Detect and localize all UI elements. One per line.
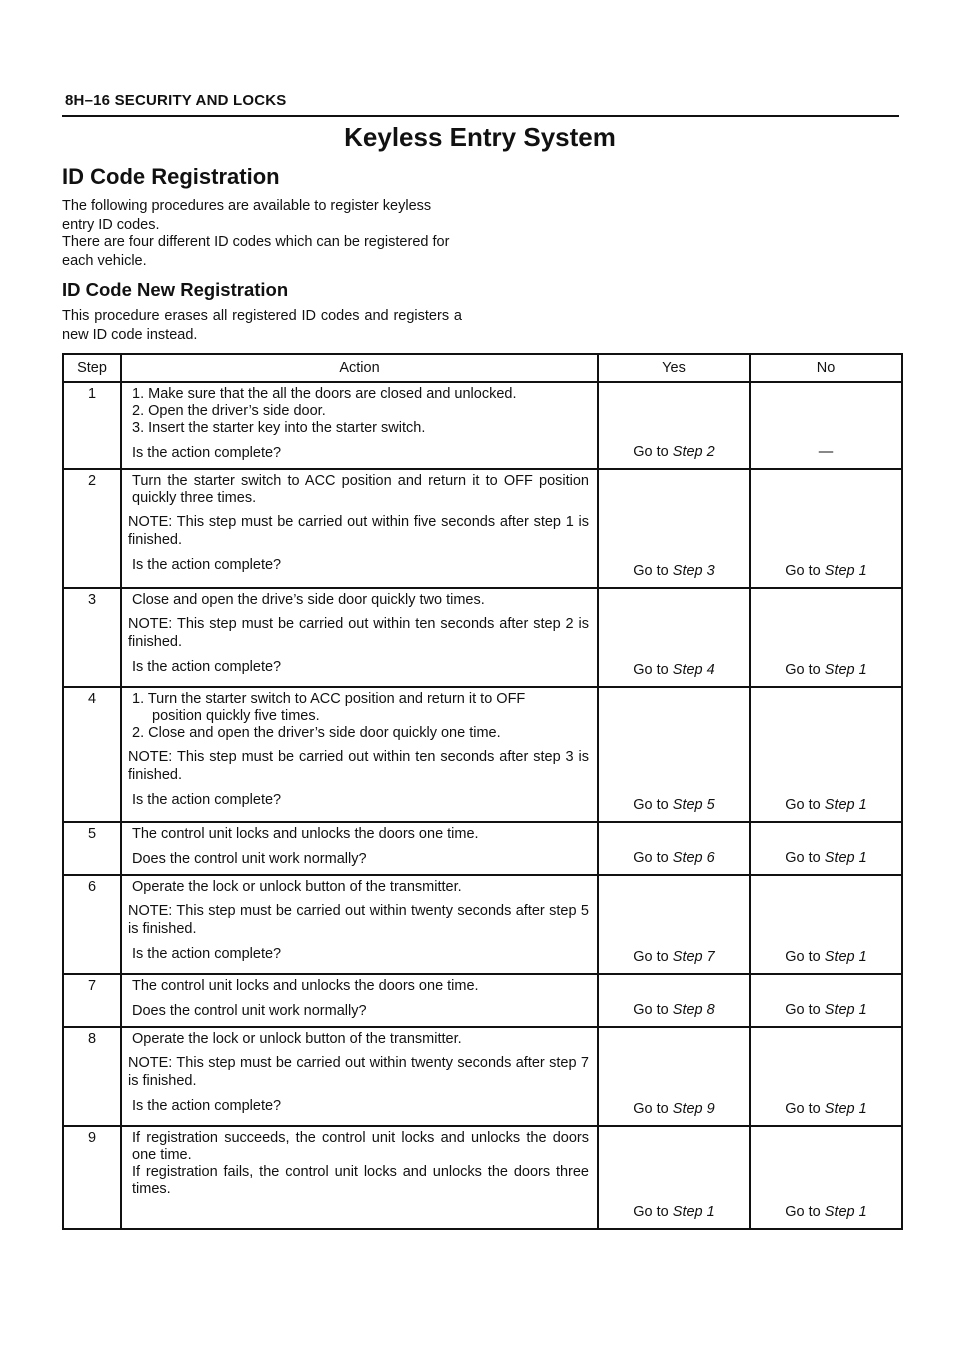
no-result	[750, 687, 902, 822]
action-text: Close and open the drive’s side door quickly two times.	[132, 592, 485, 608]
go-to-label: Go to	[633, 1002, 669, 1018]
action-note: NOTE: This step must be carried out within ten seconds after step 2 is finished.	[128, 616, 589, 650]
action-question: Is the action complete?	[132, 946, 282, 962]
go-to-label: Go to	[633, 444, 669, 460]
action-text: Operate the lock or unlock button of the transmitter.	[132, 1031, 462, 1047]
action-note: NOTE: This step must be carried out within twenty seconds after step 7 is finished.	[128, 1055, 589, 1089]
step-link: Step 7	[672, 949, 715, 965]
yes-result	[598, 382, 750, 469]
go-to-label: Go to	[633, 797, 669, 813]
step-link: Step 1	[824, 850, 867, 866]
step-number: 8	[63, 1027, 121, 1126]
action-text: If registration succeeds, the control unit locks and unlocks the doors one time.	[132, 1130, 589, 1163]
action-item: 2. Open the driver’s side door.	[132, 403, 326, 419]
step-number: 9	[63, 1126, 121, 1229]
action-question: Is the action complete?	[132, 1098, 282, 1114]
step-number: 4	[63, 687, 121, 822]
step-action	[121, 1027, 598, 1126]
step-link: Step 2	[672, 444, 715, 460]
go-to-label: Go to	[633, 563, 669, 579]
step-link: Step 3	[672, 563, 715, 579]
step-number: 5	[63, 822, 121, 875]
action-item: 1. Make sure that the all the doors are closed and unlocked.	[132, 386, 517, 402]
table-row	[63, 687, 902, 822]
table-row	[63, 1126, 902, 1229]
action-text: If registration fails, the control unit locks and unlocks the doors three times.	[132, 1164, 589, 1197]
step-link: Step 9	[672, 1101, 715, 1117]
action-text: The control unit locks and unlocks the doors one time.	[132, 826, 479, 842]
step-action	[121, 588, 598, 687]
action-question: Does the control unit work normally?	[132, 1003, 367, 1019]
no-result	[750, 382, 902, 469]
go-to-label: Go to	[785, 1204, 821, 1220]
action-text: Operate the lock or unlock button of the transmitter.	[132, 879, 462, 895]
id-code-count-paragraph: There are four different ID codes which can be registered for each vehicle.	[62, 234, 450, 269]
procedure-description: This procedure erases all registered ID codes and registers a new ID code instead.	[62, 308, 462, 343]
header-step: Step	[63, 354, 121, 382]
action-question: Is the action complete?	[132, 792, 282, 808]
no-result	[750, 588, 902, 687]
action-note: NOTE: This step must be carried out within ten seconds after step 3 is finished.	[128, 749, 589, 783]
action-question: Is the action complete?	[132, 557, 282, 573]
table-row	[63, 469, 902, 588]
step-action	[121, 469, 598, 588]
intro-paragraph: The following procedures are available to register keyless entry ID codes.	[62, 198, 432, 233]
yes-result	[598, 974, 750, 1027]
go-to-label: Go to	[785, 797, 821, 813]
go-to-label: Go to	[633, 662, 669, 678]
step-link: Step 1	[824, 662, 867, 678]
step-number: 3	[63, 588, 121, 687]
go-to-label: Go to	[785, 662, 821, 678]
action-note: NOTE: This step must be carried out within five seconds after step 1 is finished.	[128, 514, 589, 548]
go-to-label: Go to	[633, 850, 669, 866]
step-action	[121, 974, 598, 1027]
action-text: Turn the starter switch to ACC position and return it to OFF position quickly three times.	[132, 473, 589, 506]
running-header: 8H–16 SECURITY AND LOCKS	[65, 92, 287, 109]
action-question: Does the control unit work normally?	[132, 851, 367, 867]
action-item-continued: position quickly five times.	[152, 708, 320, 724]
go-to-label: Go to	[785, 850, 821, 866]
table-row	[63, 974, 902, 1027]
no-result	[750, 1027, 902, 1126]
go-to-label: Go to	[785, 1101, 821, 1117]
go-to-label: Go to	[633, 949, 669, 965]
step-link: Step 1	[672, 1204, 715, 1220]
step-link: Step 5	[672, 797, 715, 813]
table-row	[63, 1027, 902, 1126]
step-link: Step 1	[824, 1204, 867, 1220]
table-row	[63, 588, 902, 687]
no-result	[750, 875, 902, 974]
step-link: Step 8	[672, 1002, 715, 1018]
page-title: Keyless Entry System	[344, 122, 616, 152]
yes-result	[598, 687, 750, 822]
step-action	[121, 875, 598, 974]
action-item: 3. Insert the starter key into the starter switch.	[132, 420, 426, 436]
step-action	[121, 687, 598, 822]
step-number: 2	[63, 469, 121, 588]
no-result	[750, 974, 902, 1027]
step-link: Step 1	[824, 1002, 867, 1018]
no-result	[750, 1126, 902, 1229]
yes-result	[598, 1126, 750, 1229]
step-number: 1	[63, 382, 121, 469]
step-action	[121, 1126, 598, 1229]
step-action	[121, 382, 598, 469]
yes-result	[598, 875, 750, 974]
step-link: Step 6	[672, 850, 715, 866]
action-item: 2. Close and open the driver’s side door quickly one time.	[132, 725, 501, 741]
action-question: Is the action complete?	[132, 659, 282, 675]
yes-result	[598, 1027, 750, 1126]
yes-result	[598, 588, 750, 687]
no-result	[750, 822, 902, 875]
no-result	[750, 469, 902, 588]
section-heading: ID Code Registration	[62, 164, 280, 189]
step-link: Step 1	[824, 1101, 867, 1117]
table-header-row	[63, 354, 902, 382]
step-link: Step 1	[824, 949, 867, 965]
subsection-heading: ID Code New Registration	[62, 279, 289, 300]
troubleshooting-table	[62, 353, 903, 1230]
step-link: Step 1	[824, 563, 867, 579]
action-text: The control unit locks and unlocks the doors one time.	[132, 978, 479, 994]
step-number: 6	[63, 875, 121, 974]
yes-result	[598, 469, 750, 588]
go-to-label: Go to	[785, 949, 821, 965]
step-link: Step 4	[672, 662, 715, 678]
no-result-dash: —	[818, 444, 834, 460]
table-row	[63, 382, 902, 469]
go-to-label: Go to	[785, 1002, 821, 1018]
table-row	[63, 822, 902, 875]
step-number: 7	[63, 974, 121, 1027]
action-item: 1. Turn the starter switch to ACC position and return it to OFF	[132, 691, 526, 707]
table-row	[63, 875, 902, 974]
header-no: No	[750, 354, 902, 382]
header-action: Action	[121, 354, 598, 382]
header-yes: Yes	[598, 354, 750, 382]
action-question: Is the action complete?	[132, 445, 282, 461]
go-to-label: Go to	[633, 1204, 669, 1220]
step-link: Step 1	[824, 797, 867, 813]
action-note: NOTE: This step must be carried out within twenty seconds after step 5 is finished.	[128, 903, 589, 937]
go-to-label: Go to	[633, 1101, 669, 1117]
header-rule	[62, 115, 899, 117]
yes-result	[598, 822, 750, 875]
go-to-label: Go to	[785, 563, 821, 579]
step-action	[121, 822, 598, 875]
